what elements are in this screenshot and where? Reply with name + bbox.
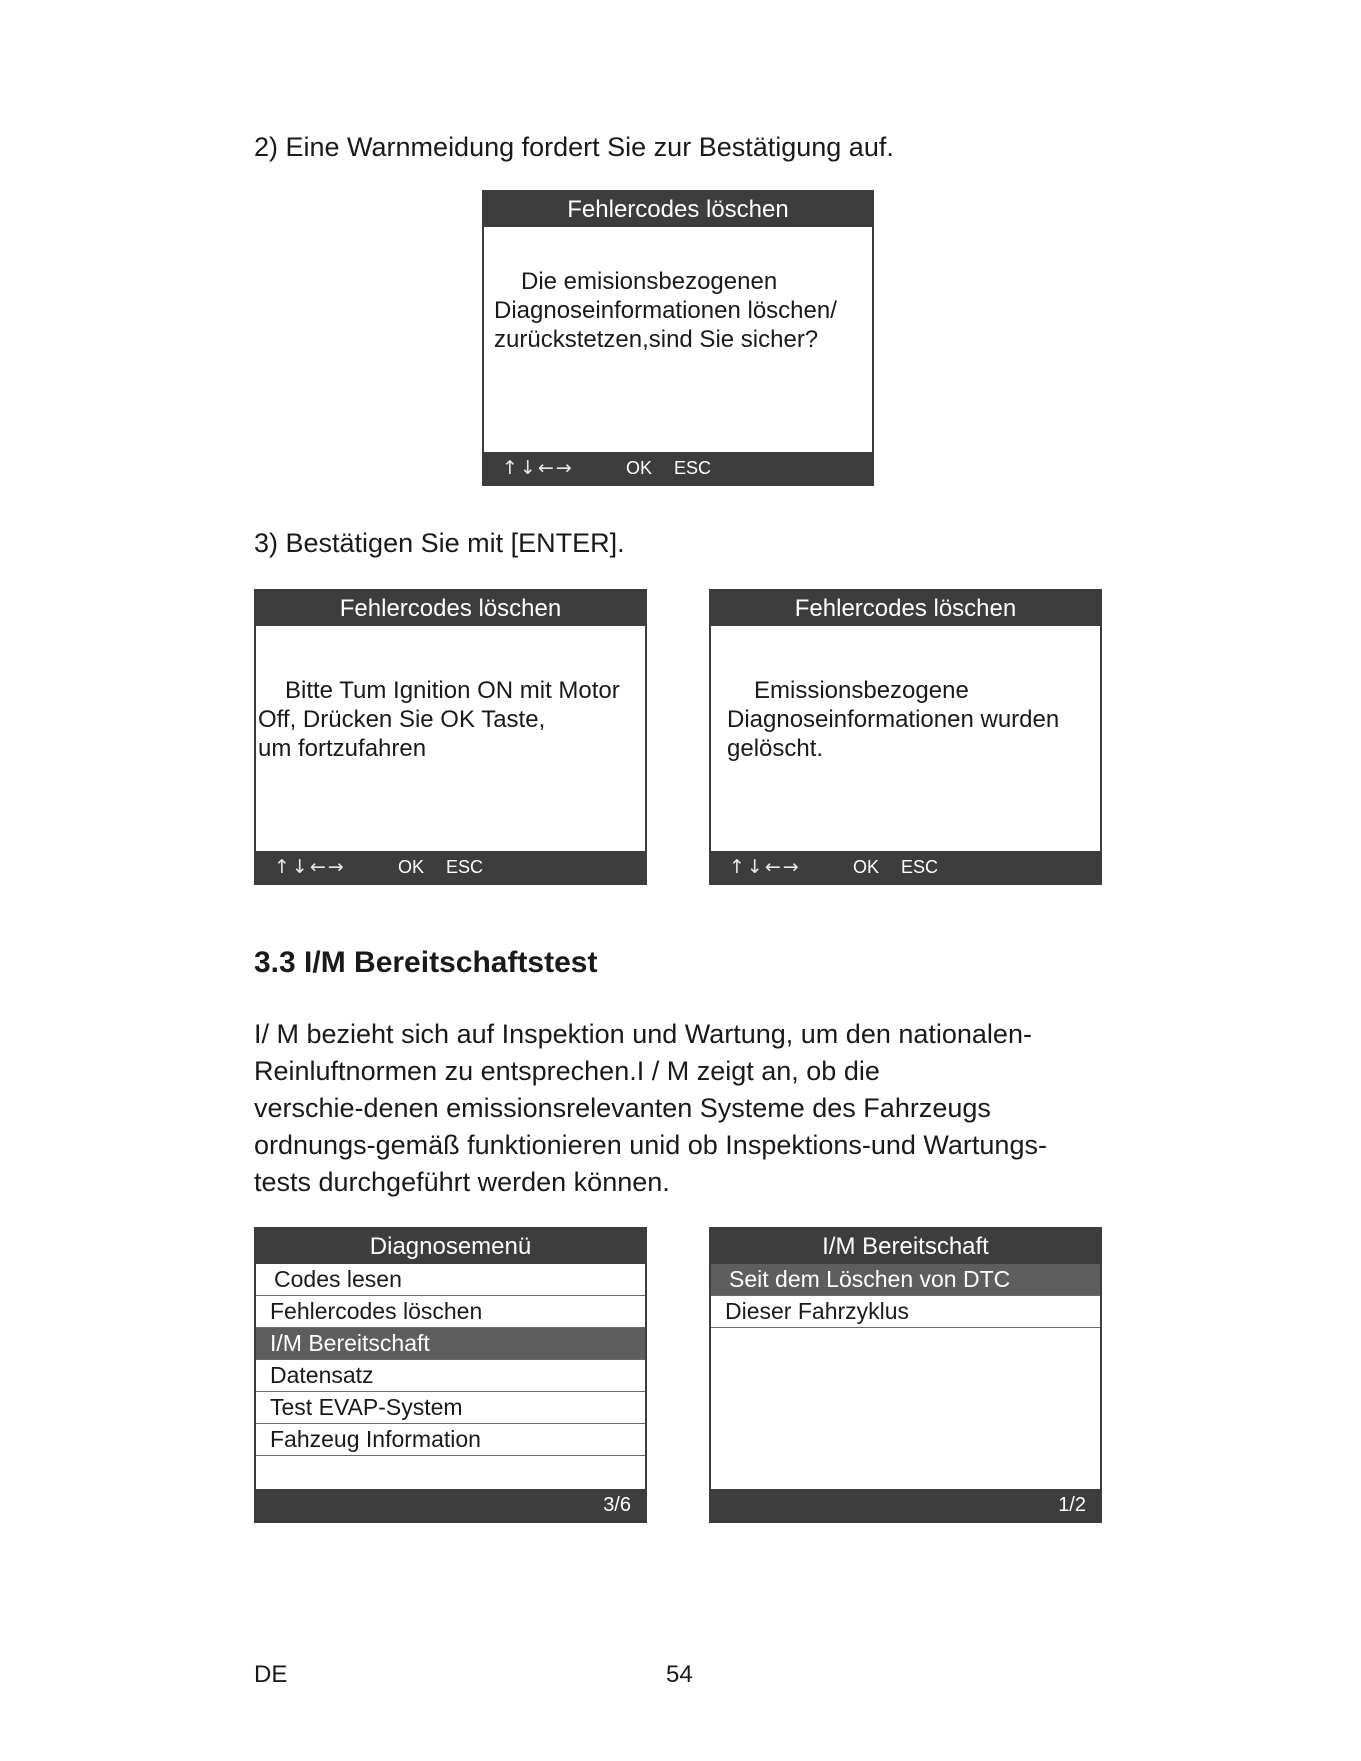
screen-footer xyxy=(256,1489,645,1521)
paragraph-line: I/ M bezieht sich auf Inspektion und Wartung, um den nationalen- xyxy=(254,1019,1032,1049)
screen-title: Diagnosemenü xyxy=(256,1229,645,1264)
screen-title: I/M Bereitschaft xyxy=(711,1229,1100,1264)
im-readiness-list xyxy=(711,1264,1100,1328)
message-line: Diagnoseinformationen wurden xyxy=(727,706,1060,733)
menu-item-fehlercodes-loeschen[interactable]: Fehlercodes löschen xyxy=(256,1296,645,1328)
menu-item-fahrzeug-info[interactable]: Fahzeug Information xyxy=(256,1424,645,1456)
screen-title: Fehlercodes löschen xyxy=(711,591,1100,626)
confirm-clear-screen xyxy=(482,190,874,486)
im-readiness-screen xyxy=(709,1227,1102,1523)
screen-footer xyxy=(711,1489,1100,1521)
esc-key-label: ESC xyxy=(901,857,939,877)
ignition-prompt-screen xyxy=(254,589,647,885)
message-line: Die emisionsbezogenen xyxy=(521,268,778,295)
menu-item-im-bereitschaft[interactable]: I/M Bereitschaft xyxy=(256,1328,645,1360)
paragraph-line: verschie-denen emissionsrelevanten Systeme des Fahrzeugs xyxy=(254,1093,991,1123)
screen-message xyxy=(727,676,1096,763)
page-number: 54 xyxy=(666,1661,693,1688)
codes-erased-screen xyxy=(709,589,1102,885)
message-line: zurückstetzen,sind Sie sicher? xyxy=(494,326,819,353)
paragraph-line: ordnungs-gemäß funktionieren unid ob Inspektions-und Wartungs- xyxy=(254,1130,1047,1160)
menu-item-test-evap[interactable]: Test EVAP-System xyxy=(256,1392,645,1424)
menu-item-since-dtc-cleared[interactable]: Seit dem Löschen von DTC xyxy=(711,1264,1100,1296)
language-code: DE xyxy=(254,1661,288,1688)
ok-key-label: OK xyxy=(398,857,425,877)
arrow-keys-icon: ↑↓←→ xyxy=(729,856,801,878)
paragraph-line: tests durchgeführt werden können. xyxy=(254,1167,670,1197)
menu-item-codes-lesen[interactable]: Codes lesen xyxy=(256,1264,645,1296)
paragraph-line: Reinluftnormen zu entsprechen.I / M zeigt an, ob die xyxy=(254,1056,880,1086)
screen-message xyxy=(258,676,641,763)
esc-key-label: ESC xyxy=(674,458,712,478)
step-3-text: 3) Bestätigen Sie mit [ENTER]. xyxy=(254,528,625,558)
arrow-keys-icon: ↑↓←→ xyxy=(274,856,346,878)
message-line: Diagnoseinformationen löschen/ xyxy=(494,297,837,324)
screen-message xyxy=(494,267,868,354)
screen-footer xyxy=(711,851,1100,883)
section-paragraph xyxy=(254,1016,1047,1201)
message-line: gelöscht. xyxy=(727,735,824,762)
diagnose-menu-list xyxy=(256,1264,645,1487)
page-indicator: 3/6 xyxy=(603,1494,631,1516)
arrow-keys-icon: ↑↓←→ xyxy=(502,457,574,479)
screen-title: Fehlercodes löschen xyxy=(484,192,872,227)
menu-empty-row xyxy=(256,1456,645,1487)
esc-key-label: ESC xyxy=(446,857,484,877)
diagnose-menu-screen xyxy=(254,1227,647,1523)
message-line: Bitte Tum Ignition ON mit Motor xyxy=(285,677,620,704)
message-line: Off, Drücken Sie OK Taste, xyxy=(258,706,546,733)
ok-key-label: OK xyxy=(853,857,880,877)
menu-item-datensatz[interactable]: Datensatz xyxy=(256,1360,645,1392)
screen-footer xyxy=(256,851,645,883)
screen-footer xyxy=(484,452,872,484)
menu-item-this-drive-cycle[interactable]: Dieser Fahrzyklus xyxy=(711,1296,1100,1328)
message-line: um fortzufahren xyxy=(258,735,427,762)
screen-title: Fehlercodes löschen xyxy=(256,591,645,626)
section-heading: 3.3 I/M Bereitschaftstest xyxy=(254,946,598,979)
message-line: Emissionsbezogene xyxy=(754,677,969,704)
ok-key-label: OK xyxy=(626,458,653,478)
step-2-text: 2) Eine Warnmeidung fordert Sie zur Bestätigung auf. xyxy=(254,132,894,162)
page-indicator: 1/2 xyxy=(1058,1494,1086,1516)
